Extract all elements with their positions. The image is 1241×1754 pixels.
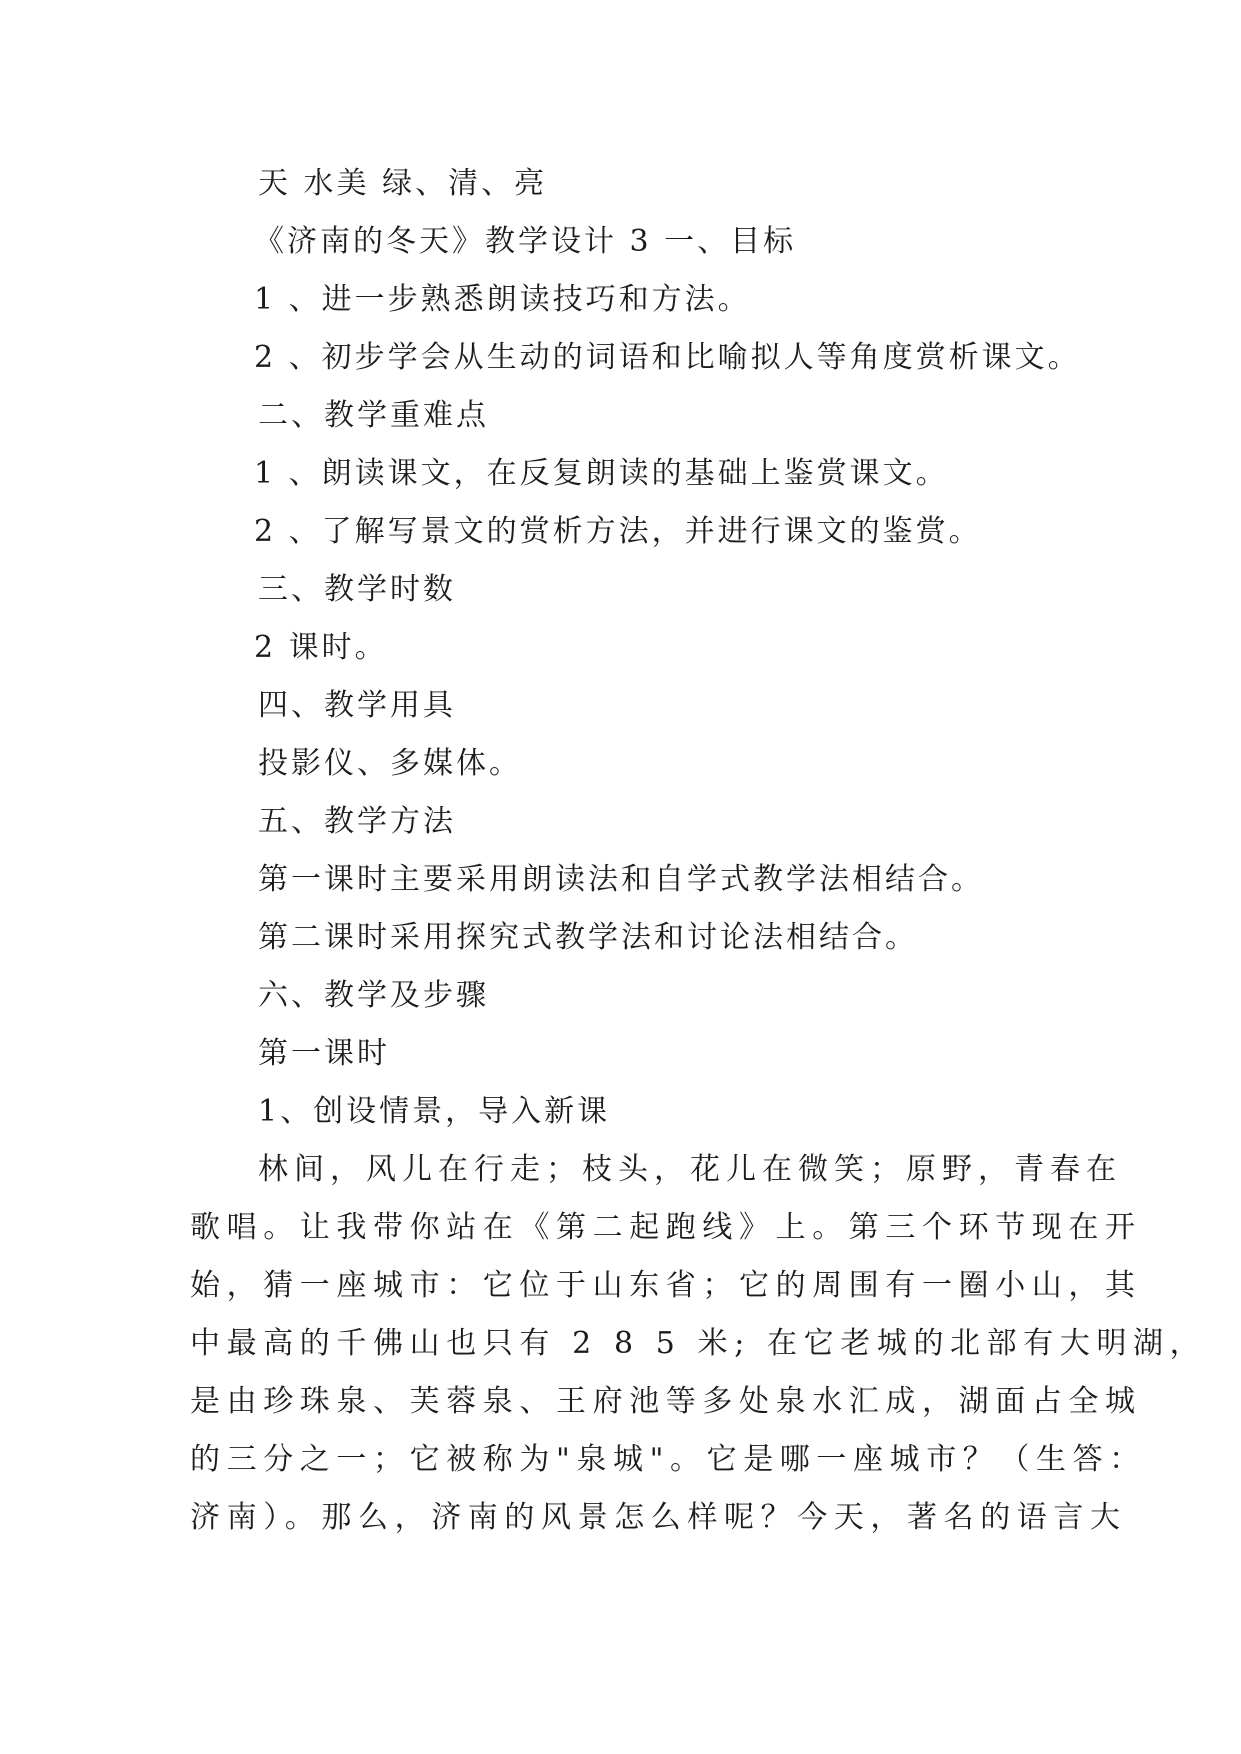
text-line-6: 1 、朗读课文，在反复朗读的基础上鉴赏课文。 bbox=[254, 456, 949, 491]
text-line-16: 第一课时 bbox=[258, 1036, 390, 1071]
section-heading-5: 五、教学方法 bbox=[258, 804, 456, 839]
section-heading-4: 四、教学用具 bbox=[258, 688, 456, 723]
paragraph-line-1: 林间，风儿在行走；枝头，花儿在微笑；原野，青春在 bbox=[258, 1152, 1122, 1187]
text-line-2: 《济南的冬天》教学设计 3 一、目标 bbox=[254, 224, 797, 259]
paragraph-line-2: 歌唱。让我带你站在《第二起跑线》上。第三个环节现在开 bbox=[190, 1210, 1142, 1245]
text-line-11: 投影仪、多媒体。 bbox=[258, 746, 522, 781]
text-line-1: 天 水美 绿、清、亮 bbox=[258, 166, 548, 201]
paragraph-line-5: 是由珍珠泉、芙蓉泉、王府池等多处泉水汇成，湖面占全城 bbox=[190, 1384, 1142, 1419]
paragraph-line-4: 中最高的千佛山也只有 2 8 5 米; 在它老城的北部有大明湖， bbox=[190, 1326, 1207, 1361]
text-line-9: 2 课时。 bbox=[254, 630, 388, 665]
section-heading-2: 二、教学重难点 bbox=[258, 398, 489, 433]
paragraph-line-6: 的三分之一；它被称为"泉城"。它是哪一座城市？（生答： bbox=[190, 1442, 1146, 1477]
text-line-13: 第一课时主要采用朗读法和自学式教学法相结合。 bbox=[258, 862, 984, 897]
text-line-3: 1 、进一步熟悉朗读技巧和方法。 bbox=[254, 282, 751, 317]
paragraph-line-3: 始，猜一座城市：它位于山东省；它的周围有一圈小山，其 bbox=[190, 1268, 1142, 1303]
section-heading-6: 六、教学及步骤 bbox=[258, 978, 489, 1013]
paragraph-line-7: 济南）。那么，济南的风景怎么样呢？今天，著名的语言大 bbox=[190, 1500, 1127, 1535]
text-line-17: 1、创设情景，导入新课 bbox=[258, 1094, 611, 1129]
text-line-14: 第二课时采用探究式教学法和讨论法相结合。 bbox=[258, 920, 918, 955]
section-heading-3: 三、教学时数 bbox=[258, 572, 456, 607]
text-line-7: 2 、了解写景文的赏析方法，并进行课文的鉴赏。 bbox=[254, 514, 982, 549]
text-line-4: 2 、初步学会从生动的词语和比喻拟人等角度赏析课文。 bbox=[254, 340, 1081, 375]
